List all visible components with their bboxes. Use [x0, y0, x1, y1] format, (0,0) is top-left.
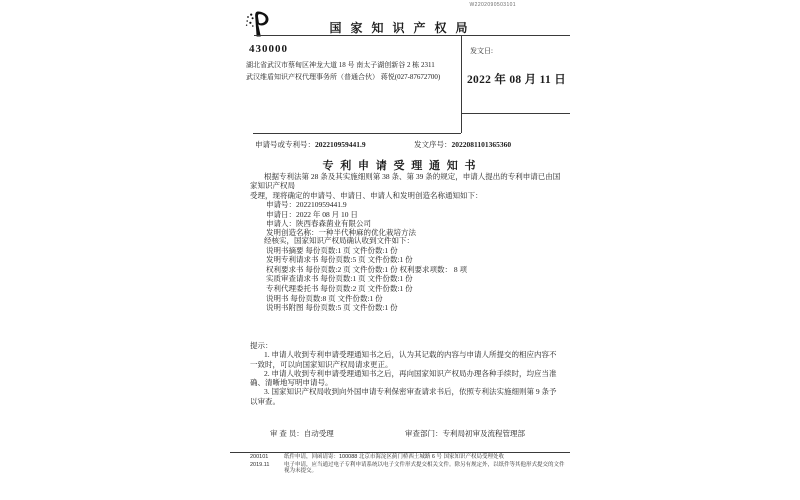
dispatch-date-value: 2022 年 08 月 11 日 [467, 74, 567, 86]
field-application-number: 申请号：202210959441.9 [266, 200, 347, 210]
recipient-address [246, 60, 458, 83]
footer-form-code: 2019.11 [250, 461, 270, 468]
dispatch-box-left-border [461, 35, 462, 133]
footer-instruction: 纸件申请，回函请寄：100088 北京市海淀区蓟门桥西土城路 6 号 国家知识产权局受理处收 [284, 454, 505, 460]
received-documents-section [250, 236, 562, 313]
note-item: 3. 国家知识产权局收到向外国申请专利保密审查请求书后，依照专利法实施细则第 9 条予以审查。 [250, 387, 557, 406]
footer-rule [230, 452, 570, 453]
notice-title: 专 利 申 请 受 理 通 知 书 [322, 160, 478, 172]
document-item: 专利代理委托书 每份页数:2 页 文件份数:1 份 [266, 283, 413, 293]
field-applicant: 申请人：陕西春森菌业有限公司 [266, 219, 371, 229]
agency-title: 国 家 知 识 产 权 局 [329, 21, 471, 35]
body-paragraph-line2: 受理，现将确定的申请号、申请日、申请人和发明创造名称通知如下： [250, 190, 483, 200]
field-application-date: 申请日：2022 年 08 月 10 日 [266, 209, 358, 219]
footer-form-code: 200101 [250, 454, 269, 460]
field-invention-title: 发明创造名称：一种半代种麻的优化栽培方法 [266, 228, 416, 238]
footer-instruction: 电子申请，应当通过电子专利申请系统以电子文件形式提交相关文件。除另有规定外，以纸件等其他形式提交的文件视为未提交。 [284, 461, 565, 475]
examiner-value: 审 查 员：自动受理 [270, 429, 334, 438]
document-item: 说明书 每份页数:8 页 文件份数:1 份 [266, 293, 383, 303]
notice-body [250, 172, 562, 238]
application-number: 申请号或专利号：202210959441.9 [255, 140, 366, 149]
note-item: 2. 申请人收到专利申请受理通知书之后，再向国家知识产权局办理各种手续时，均应当准确、清晰地写明申请号。 [250, 368, 557, 388]
dispatch-date-label: 发文日: [470, 47, 493, 55]
notes-label: 提示： [250, 341, 273, 350]
dispatch-serial-number: 发文序号：2022081101365360 [414, 140, 512, 149]
document-item: 权利要求书 每份页数:2 页 文件份数:1 份 权利要求项数： 8 项 [266, 264, 468, 274]
notes-section [250, 341, 562, 406]
confirm-line: 经核实，国家知识产权局确认收到文件如下： [264, 236, 414, 245]
footer-notes [250, 454, 566, 476]
footer-row [250, 462, 566, 475]
document-item: 发明专利请求书 每份页数:5 页 文件份数:1 份 [266, 255, 413, 265]
recipient-postcode: 430000 [249, 43, 288, 55]
examining-department: 审查部门：专利局初审及流程管理部 [405, 429, 525, 438]
note-item: 1. 申请人收到专利申请受理通知书之后，认为其记载的内容与申请人所提交的相应内容不一致时，可以向国家知识产权局请求更正。 [250, 350, 557, 369]
body-paragraph-line1: 根据专利法第 28 条及其实施细则第 38 条、第 39 条的规定，申请人提出的专利申请已由国家知识产权局 [250, 172, 561, 191]
recipient-address-line1: 湖北省武汉市蔡甸区神龙大道 18 号 南太子湖创新谷 2 栋 2311 [246, 61, 435, 69]
recipient-address-line2: 武汉维盾知识产权代理事务所（普通合伙） 蒋悦(027-87672700) [246, 72, 441, 81]
dispatch-box-bottom-border [461, 113, 570, 114]
document-item: 说明书摘要 每份页数:1 页 文件份数:1 份 [266, 245, 398, 255]
document-item: 说明书附图 每份页数:5 页 文件份数:1 份 [266, 303, 398, 313]
document-barcode-number: W2202090503101 [469, 2, 516, 8]
footer-row [250, 454, 566, 461]
header-rule [254, 35, 570, 36]
notice-page [230, 0, 570, 500]
document-item: 实质审查请求书 每份页数:1 页 文件份数:1 份 [266, 274, 413, 284]
address-bottom-rule [253, 133, 461, 134]
